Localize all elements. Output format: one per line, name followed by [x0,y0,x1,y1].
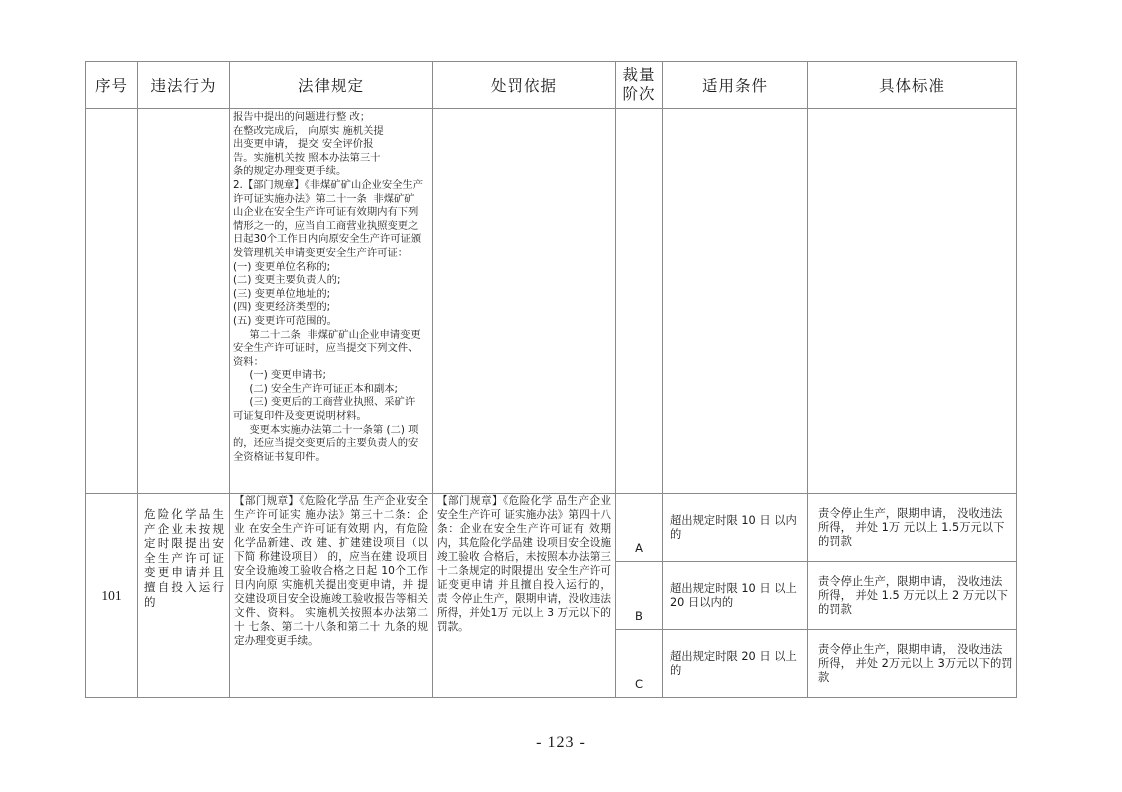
violation-text: 危险化学品生产企业未按规定时限提出安全生产许可证变更申请并且擅自投入运行的 [144,507,224,609]
discretion-level-a: A [616,494,663,562]
discretion-level-c: C [616,630,663,698]
standard-a: 责令停止生产，限期申请， 没收违法所得， 并处 1万 元以上 1.5万元以下的罚款 [808,494,1017,562]
table-row-101-level-a [86,494,1017,562]
legal-provision-cell [230,109,433,494]
header-seq: 序号 [86,62,138,109]
header-penalty-basis: 处罚依据 [433,62,616,109]
header-violation: 违法行为 [138,62,230,109]
penalty-basis-text: 【部门规章】《危险化学 品生产企业安全生产许可 证实施办法》第四十八条：企业在安全生产许可证有 效期内，其危险化学品建 设项目安全设施竣工验收 合格后，未按照本办法第三十二条规定的时限提出 安全生产许可证变更申请 并且擅自投入运行的， 责 令停止生产，限期申请，没收违法所得，并处1万 元以上 3 万元以下的罚款。 [437,495,611,633]
header-applicable-condition: 适用条件 [663,62,808,109]
penalty-basis-cell [433,494,616,698]
violation-cell-empty [138,109,230,494]
violation-cell [138,494,230,698]
seq-cell: 101 [86,494,138,698]
legal-provision-continued-text: 报告中提出的问题进行整 改； 在整改完成后， 向原实 施机关提 出变更申请， 提交 安全评价报 告。实施机关按 照本办法第三十 条的规定办理变更手续。 2.【部门规章】《非煤矿矿山企业安全生产 许可证实施办法》第二十一条 非煤矿矿 山企业在安全生产许可证有效期内有下列 情形之一的，应当自工商营业执照变更之 日起30个工作日内向原安全生产许可证颁 发管理机关申请变更安全生产许可证： (一) 变更单位名称的; (二) 变更主要负责人的; (三) 变更单位地址的; (四) 变更经济类型的; (五) 变更许可范围的。 第二十二条 非煤矿矿山企业申请变更 安全生产许可证时，应当提交下列文件、 资料： (一) 变更申请书; (二) 安全生产许可证正本和副本; (三) 变更后的工商营业执照、采矿许 可证复印件及变更说明材料。 变更本实施办法第二十一条第 (二) 项 的，还应当提交变更后的主要负责人的安 全资格证书复印件。 [233,111,424,463]
discretion-level-cell-empty [616,109,663,494]
seq-cell-empty [86,109,138,494]
header-discretion-level: 裁量 阶次 [616,62,663,109]
condition-c: 超出规定时限 20 日 以上的 [663,630,808,698]
penalty-basis-cell-empty [433,109,616,494]
condition-cell-empty [663,109,808,494]
penalty-standards-table [85,61,1017,698]
header-row [86,62,1017,109]
discretion-level-b: B [616,562,663,630]
legal-provision-text: 【部门规章】《危险化学品 生产企业安全生产许可证实 施办法》第三十二条：企业 在安全生产许可证有效期 内，有危险化学品新建、改 建、扩建建设项目（以下简 称建设项目） 的，应当在建 设项目安全设施竣工验收合格之日起 10个工作日内向原 实施机关提出变更申请，并 提交建设项目安全设施竣工验收报告等相关文件、资料。 实施机关按照本办法第二十 七条、第二十八条和第二十 九条的规定办理变更手续。 [234,495,428,647]
standard-c: 责令停止生产，限期申请， 没收违法所得， 并处 2万元以上 3万元以下的罚款 [808,630,1017,698]
header-specific-standard: 具体标准 [808,62,1017,109]
header-legal-provision: 法律规定 [230,62,433,109]
standard-cell-empty [808,109,1017,494]
condition-a: 超出规定时限 10 日 以内的 [663,494,808,562]
legal-provision-cell-101 [230,494,433,698]
table-row-continued [86,109,1017,494]
page-number: - 123 - [536,734,586,751]
condition-b: 超出规定时限 10 日 以上20 日以内的 [663,562,808,630]
standard-b: 责令停止生产，限期申请， 没收违法所得， 并处 1.5 万元以上 2 万元以下的罚款 [808,562,1017,630]
